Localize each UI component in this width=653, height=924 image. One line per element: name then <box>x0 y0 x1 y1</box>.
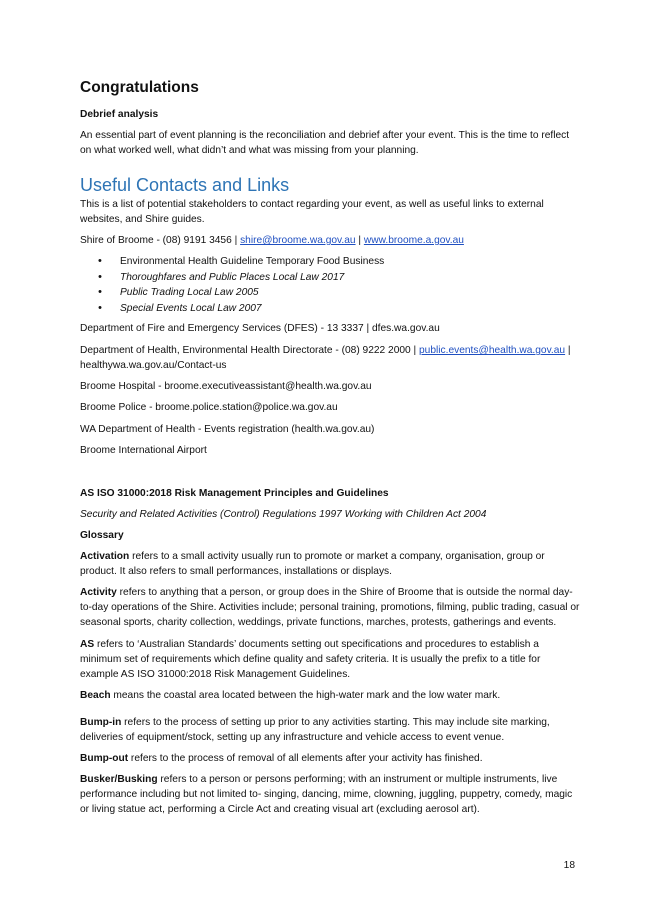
glossary-entry <box>80 772 580 817</box>
glossary-entry <box>80 637 580 682</box>
health-contact <box>80 343 580 373</box>
glossary-definition: refers to ‘Australian Standards’ documents setting out specifications and procedures to establish a minimum set of requirements which define quality and safety criteria. It is usually the prefix to a title for example AS ISO 31000:2018 Risk Management Guidelines. <box>80 639 541 680</box>
list-item: • Thoroughfares and Public Places Local Law 2017 <box>80 270 560 286</box>
glossary-definition: refers to a small activity usually run to promote or market a company, organisation, group or product. It also refers to small performances, installations or displays. <box>80 551 545 577</box>
debrief-text: An essential part of event planning is the reconciliation and debrief after your event. This is the time to reflect on what worked well, what didn’t and what was missing from your planning. <box>80 130 570 156</box>
shire-website-link[interactable]: www.broome.a.gov.au <box>363 235 464 246</box>
glossary-entry <box>80 688 580 703</box>
page-number: 18 <box>563 860 575 871</box>
separator: | <box>355 235 364 246</box>
health-email-link[interactable]: public.events@health.wa.gov.au <box>419 345 566 356</box>
shire-contact <box>80 233 580 248</box>
shire-guides-list <box>80 254 560 316</box>
glossary-entry <box>80 715 580 745</box>
glossary-term: Beach <box>80 690 111 701</box>
hospital-contact: Broome Hospital - broome.executiveassistant@health.wa.gov.au <box>80 381 372 392</box>
list-item: • Environmental Health Guideline Temporary Food Business <box>80 254 560 270</box>
police-contact: Broome Police - broome.police.station@police.wa.gov.au <box>80 402 338 413</box>
glossary-definition: refers to a person or persons performing; with an instrument or multiple instruments, live performance including but not limited to- singing, dancing, mime, clowning, juggling, puppetry, comedy, magic or living statue act, performing a Circle Act and creating visual art (excluding aerosol art). <box>80 774 573 815</box>
contacts-heading: Useful Contacts and Links <box>80 175 290 195</box>
glossary-term: Activation <box>80 551 130 562</box>
glossary-term: AS <box>80 639 95 650</box>
glossary-title: Glossary <box>80 530 124 541</box>
legislation-acts: Security and Related Activities (Control) Regulations 1997 Working with Children Act 2004 <box>80 509 487 520</box>
wa-health-contact: WA Department of Health - Events registration (health.wa.gov.au) <box>80 424 375 435</box>
glossary-entry <box>80 585 580 630</box>
glossary-entry <box>80 549 580 579</box>
contacts-intro: This is a list of potential stakeholders to contact regarding your event, as well as useful links to external websites, and Shire guides. <box>80 199 544 225</box>
shire-email-link[interactable]: shire@broome.wa.gov.au <box>240 235 356 246</box>
glossary-definition: refers to the process of setting up prior to any activities starting. This may include site marking, deliveries of equipment/stock, setting up any infrastructure and vehicle access to event venue. <box>80 717 550 743</box>
glossary-definition: refers to anything that a person, or group does in the Shire of Broome that is outside the normal day-to-day operations of the Shire. Activities include; personal training, promotions, filming, public trading, casual or seasonal sports, charity collection, weddings, private functions, marches, protests, gatherings and events. <box>80 587 580 628</box>
glossary-term: Activity <box>80 587 117 598</box>
airport-contact: Broome International Airport <box>80 445 207 456</box>
glossary-entry <box>80 751 580 766</box>
glossary-definition: means the coastal area located between the high-water mark and the low water mark. <box>110 690 501 701</box>
dfes-contact: Department of Fire and Emergency Services (DFES) - 13 3337 | dfes.wa.gov.au <box>80 323 440 334</box>
iso-standard: AS ISO 31000:2018 Risk Management Principles and Guidelines <box>80 488 389 499</box>
health-contact-text: Department of Health, Environmental Health Directorate - (08) 9222 2000 | <box>80 345 420 356</box>
list-item: • Public Trading Local Law 2005 <box>80 285 560 301</box>
glossary-definition: refers to the process of removal of all elements after your activity has finished. <box>128 753 483 764</box>
glossary-term: Bump-in <box>80 717 122 728</box>
glossary-term: Busker/Busking <box>80 774 158 785</box>
glossary-term: Bump-out <box>80 753 129 764</box>
list-item: • Special Events Local Law 2007 <box>80 301 560 317</box>
health-contact-suffix: | healthywa.wa.gov.au/Contact-us <box>80 345 571 371</box>
debrief-title: Debrief analysis <box>80 109 159 120</box>
shire-contact-text: Shire of Broome - (08) 9191 3456 | <box>80 235 241 246</box>
page-heading: Congratulations <box>80 79 199 96</box>
